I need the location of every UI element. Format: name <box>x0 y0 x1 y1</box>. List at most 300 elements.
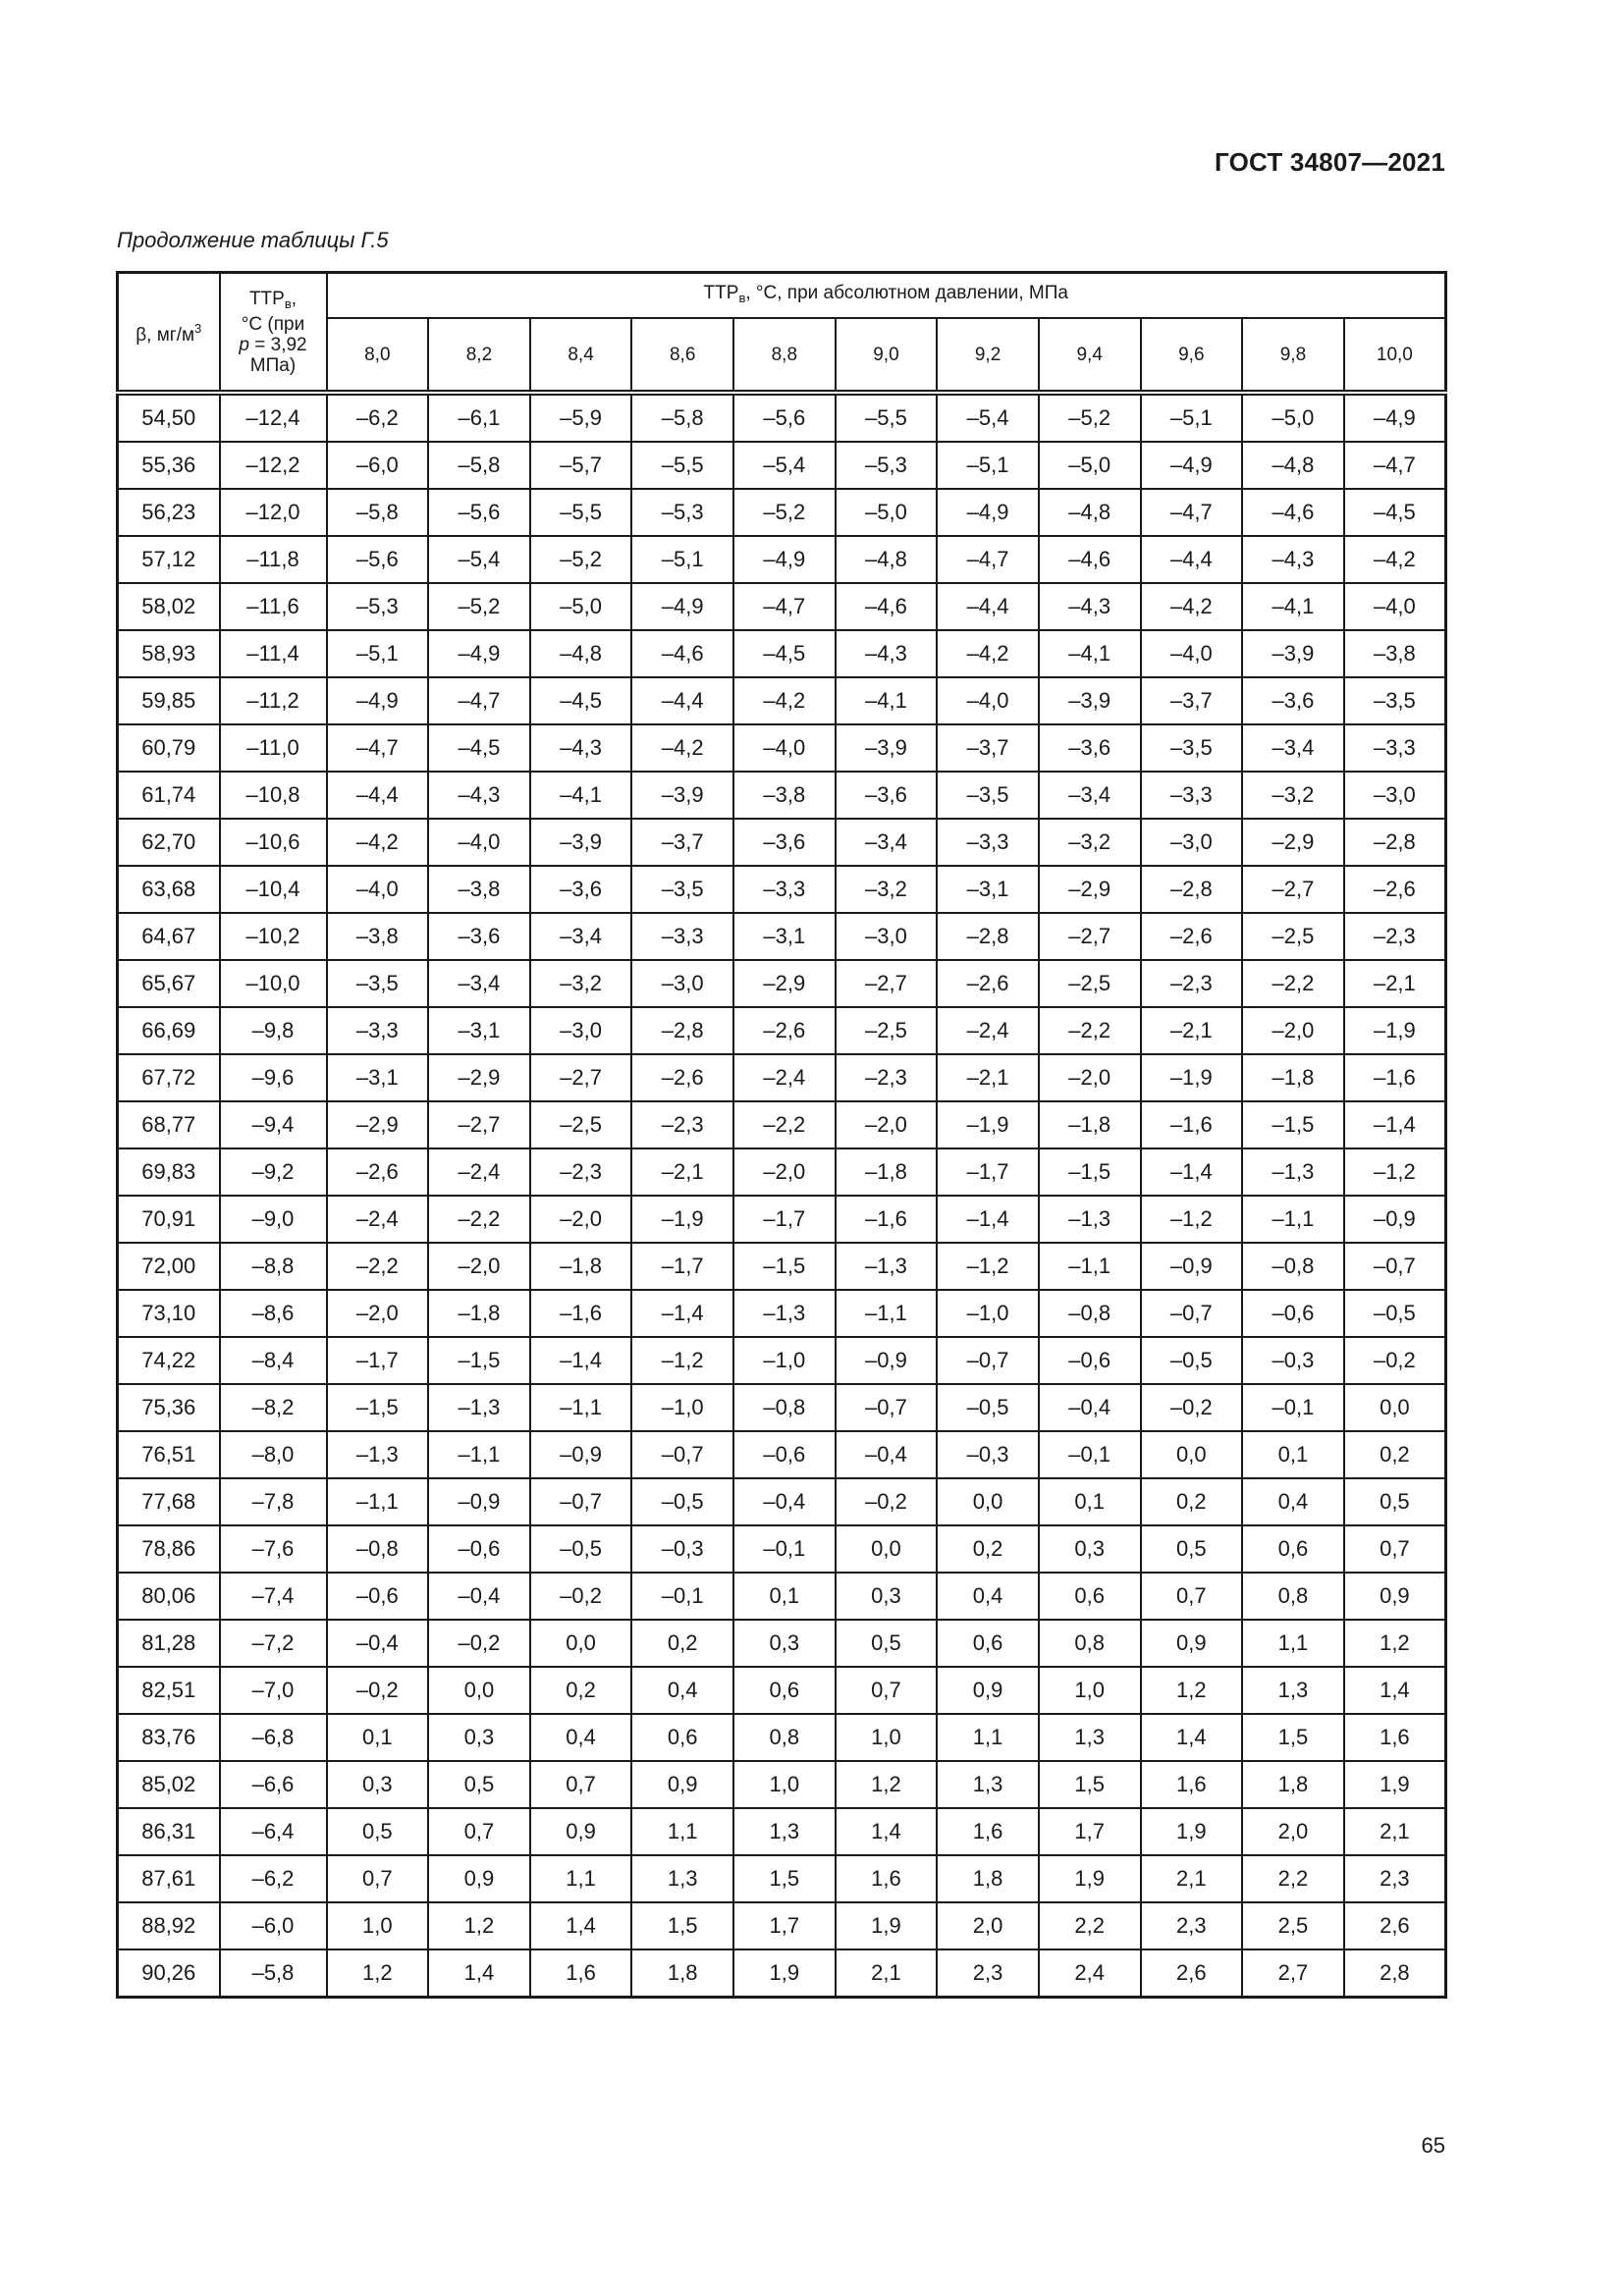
cell-beta: 87,61 <box>118 1855 220 1902</box>
cell-ttr-value: –2,0 <box>733 1148 836 1196</box>
cell-ttr-value: 1,5 <box>1242 1714 1344 1761</box>
table-row <box>118 1384 1446 1431</box>
cell-ttr-value: –1,3 <box>1039 1196 1141 1243</box>
cell-ttr-value: 1,4 <box>530 1902 632 1949</box>
cell-ttr-value: –0,8 <box>327 1525 429 1573</box>
cell-ttr-value: –1,5 <box>1242 1101 1344 1148</box>
cell-beta: 56,23 <box>118 489 220 536</box>
cell-ttr-value: –0,2 <box>530 1573 632 1620</box>
cell-ttr-392: –6,2 <box>220 1855 327 1902</box>
cell-ttr-value: 2,3 <box>1344 1855 1446 1902</box>
cell-ttr-value: –1,6 <box>836 1196 938 1243</box>
cell-ttr-value: –0,4 <box>428 1573 530 1620</box>
cell-ttr-value: –5,1 <box>631 536 733 583</box>
cell-beta: 64,67 <box>118 913 220 960</box>
table-body <box>118 393 1446 1998</box>
cell-ttr-value: –0,2 <box>1141 1384 1243 1431</box>
cell-ttr-value: 0,3 <box>1039 1525 1141 1573</box>
cell-ttr-value: 1,0 <box>836 1714 938 1761</box>
cell-ttr-value: 1,3 <box>937 1761 1039 1808</box>
cell-beta: 65,67 <box>118 960 220 1007</box>
cell-ttr-value: 0,1 <box>733 1573 836 1620</box>
cell-ttr-value: –4,3 <box>836 630 938 677</box>
cell-ttr-value: –0,1 <box>1242 1384 1344 1431</box>
table-row <box>118 1101 1446 1148</box>
cell-ttr-value: –1,7 <box>733 1196 836 1243</box>
cell-ttr-value: –1,1 <box>428 1431 530 1478</box>
cell-ttr-value: –3,9 <box>1039 677 1141 724</box>
header-pressure-cell: 8,6 <box>631 318 733 393</box>
cell-ttr-value: –2,3 <box>836 1054 938 1101</box>
cell-ttr-value: –1,3 <box>836 1243 938 1290</box>
cell-ttr-value: 0,7 <box>327 1855 429 1902</box>
cell-ttr-value: –1,0 <box>937 1290 1039 1337</box>
cell-ttr-value: 0,8 <box>1039 1620 1141 1667</box>
cell-ttr-value: –1,8 <box>1039 1101 1141 1148</box>
table-row <box>118 1902 1446 1949</box>
cell-ttr-392: –9,0 <box>220 1196 327 1243</box>
cell-ttr-value: –1,5 <box>327 1384 429 1431</box>
header-pressure-cell: 9,0 <box>836 318 938 393</box>
cell-ttr-value: –2,5 <box>1039 960 1141 1007</box>
cell-ttr-value: –4,5 <box>428 724 530 772</box>
cell-ttr-value: –5,6 <box>327 536 429 583</box>
cell-ttr-value: –4,2 <box>327 819 429 866</box>
cell-ttr-value: 1,1 <box>937 1714 1039 1761</box>
cell-ttr-value: –1,5 <box>428 1337 530 1384</box>
cell-ttr-value: –4,0 <box>733 724 836 772</box>
cell-ttr-392: –7,4 <box>220 1573 327 1620</box>
table-row <box>118 630 1446 677</box>
cell-beta: 58,93 <box>118 630 220 677</box>
cell-ttr-value: –2,9 <box>428 1054 530 1101</box>
table-header <box>118 273 1446 394</box>
cell-ttr-value: –3,3 <box>937 819 1039 866</box>
cell-ttr-value: –5,3 <box>631 489 733 536</box>
cell-ttr-value: –4,5 <box>733 630 836 677</box>
cell-ttr-value: –1,6 <box>530 1290 632 1337</box>
cell-ttr-value: 0,3 <box>327 1761 429 1808</box>
cell-beta: 72,00 <box>118 1243 220 1290</box>
cell-ttr-value: –1,3 <box>428 1384 530 1431</box>
cell-ttr-value: –3,0 <box>1344 772 1446 819</box>
cell-ttr-value: 0,9 <box>530 1808 632 1855</box>
cell-beta: 59,85 <box>118 677 220 724</box>
cell-beta: 55,36 <box>118 442 220 489</box>
header-pressure-cell: 9,4 <box>1039 318 1141 393</box>
cell-ttr-value: –4,7 <box>733 583 836 630</box>
cell-ttr-value: –1,9 <box>1141 1054 1243 1101</box>
cell-ttr-392: –7,2 <box>220 1620 327 1667</box>
cell-beta: 90,26 <box>118 1949 220 1998</box>
cell-ttr-value: 0,5 <box>836 1620 938 1667</box>
cell-beta: 63,68 <box>118 866 220 913</box>
cell-beta: 69,83 <box>118 1148 220 1196</box>
cell-ttr-value: –3,4 <box>836 819 938 866</box>
cell-ttr-value: –1,8 <box>836 1148 938 1196</box>
cell-ttr-392: –12,0 <box>220 489 327 536</box>
cell-ttr-value: 0,0 <box>937 1478 1039 1525</box>
cell-ttr-value: 0,9 <box>428 1855 530 1902</box>
cell-ttr-value: –0,9 <box>428 1478 530 1525</box>
cell-ttr-value: –4,8 <box>836 536 938 583</box>
cell-ttr-value: –2,6 <box>937 960 1039 1007</box>
cell-ttr-value: 0,6 <box>1242 1525 1344 1573</box>
cell-ttr-value: 1,0 <box>1039 1667 1141 1714</box>
cell-ttr-value: –1,2 <box>1141 1196 1243 1243</box>
cell-ttr-value: 1,9 <box>1141 1808 1243 1855</box>
header-pressure-cell: 9,2 <box>937 318 1039 393</box>
cell-ttr-value: –1,7 <box>327 1337 429 1384</box>
cell-ttr-value: –3,0 <box>530 1007 632 1054</box>
cell-ttr-392: –11,8 <box>220 536 327 583</box>
table-row <box>118 1667 1446 1714</box>
table-row <box>118 677 1446 724</box>
cell-ttr-value: 0,7 <box>428 1808 530 1855</box>
cell-beta: 88,92 <box>118 1902 220 1949</box>
header-pressure-cell: 8,4 <box>530 318 632 393</box>
cell-ttr-value: –0,4 <box>733 1478 836 1525</box>
cell-ttr-value: 0,7 <box>1141 1573 1243 1620</box>
cell-ttr-value: –0,8 <box>1242 1243 1344 1290</box>
cell-ttr-value: –4,3 <box>1039 583 1141 630</box>
cell-beta: 77,68 <box>118 1478 220 1525</box>
cell-ttr-value: 1,3 <box>631 1855 733 1902</box>
cell-ttr-value: –0,8 <box>733 1384 836 1431</box>
cell-ttr-value: 1,5 <box>1039 1761 1141 1808</box>
cell-ttr-value: –5,1 <box>937 442 1039 489</box>
cell-ttr-value: –2,8 <box>937 913 1039 960</box>
cell-ttr-value: –4,0 <box>428 819 530 866</box>
cell-ttr-392: –9,2 <box>220 1148 327 1196</box>
table-row <box>118 1290 1446 1337</box>
table-row <box>118 1337 1446 1384</box>
cell-ttr-value: 2,0 <box>1242 1808 1344 1855</box>
cell-ttr-value: –4,9 <box>631 583 733 630</box>
cell-ttr-value: 0,2 <box>631 1620 733 1667</box>
cell-ttr-value: 0,5 <box>327 1808 429 1855</box>
cell-ttr-value: –4,6 <box>836 583 938 630</box>
cell-ttr-value: 0,4 <box>1242 1478 1344 1525</box>
cell-ttr-value: –3,5 <box>1344 677 1446 724</box>
cell-ttr-value: 2,0 <box>937 1902 1039 1949</box>
table-row <box>118 913 1446 960</box>
cell-ttr-value: –2,2 <box>733 1101 836 1148</box>
cell-ttr-value: –4,9 <box>937 489 1039 536</box>
cell-ttr-value: 1,5 <box>631 1902 733 1949</box>
cell-ttr-value: –4,9 <box>327 677 429 724</box>
cell-ttr-value: 0,1 <box>1242 1431 1344 1478</box>
cell-ttr-value: –3,7 <box>937 724 1039 772</box>
cell-ttr-value: –3,2 <box>1039 819 1141 866</box>
cell-ttr-value: 2,2 <box>1242 1855 1344 1902</box>
header-pressure-cell: 9,8 <box>1242 318 1344 393</box>
cell-ttr-value: –1,1 <box>836 1290 938 1337</box>
cell-ttr-value: 1,6 <box>836 1855 938 1902</box>
cell-ttr-value: –3,6 <box>1039 724 1141 772</box>
cell-ttr-value: 0,5 <box>1141 1525 1243 1573</box>
cell-ttr-value: –2,5 <box>530 1101 632 1148</box>
cell-ttr-value: –2,0 <box>530 1196 632 1243</box>
cell-ttr-value: 1,9 <box>836 1902 938 1949</box>
cell-ttr-392: –6,8 <box>220 1714 327 1761</box>
cell-ttr-value: –5,5 <box>530 489 632 536</box>
cell-ttr-value: 2,5 <box>1242 1902 1344 1949</box>
table-row <box>118 1761 1446 1808</box>
cell-ttr-value: 1,2 <box>836 1761 938 1808</box>
cell-ttr-value: 1,2 <box>1344 1620 1446 1667</box>
cell-ttr-value: –4,2 <box>1141 583 1243 630</box>
cell-ttr-value: –5,0 <box>836 489 938 536</box>
cell-ttr-value: –4,3 <box>530 724 632 772</box>
cell-ttr-value: –4,4 <box>937 583 1039 630</box>
cell-ttr-value: –1,2 <box>937 1243 1039 1290</box>
cell-ttr-value: –4,7 <box>1344 442 1446 489</box>
cell-ttr-value: 1,1 <box>631 1808 733 1855</box>
cell-ttr-value: –2,0 <box>1242 1007 1344 1054</box>
table-row <box>118 1714 1446 1761</box>
table-row <box>118 1007 1446 1054</box>
cell-ttr-value: 0,9 <box>937 1667 1039 1714</box>
table-row <box>118 1243 1446 1290</box>
cell-beta: 58,02 <box>118 583 220 630</box>
cell-ttr-value: 1,4 <box>1141 1714 1243 1761</box>
cell-ttr-392: –9,6 <box>220 1054 327 1101</box>
cell-ttr-value: –1,4 <box>1141 1148 1243 1196</box>
cell-ttr-value: –4,2 <box>937 630 1039 677</box>
cell-ttr-value: –1,5 <box>733 1243 836 1290</box>
cell-ttr-value: –4,6 <box>1039 536 1141 583</box>
cell-ttr-value: 1,4 <box>428 1949 530 1998</box>
cell-ttr-value: –2,2 <box>1242 960 1344 1007</box>
cell-ttr-value: –5,4 <box>937 393 1039 442</box>
cell-ttr-value: 0,2 <box>530 1667 632 1714</box>
header-pressure-cell: 8,8 <box>733 318 836 393</box>
cell-ttr-value: –2,1 <box>937 1054 1039 1101</box>
cell-ttr-value: –3,5 <box>327 960 429 1007</box>
header-ttr-392: $ТТР_в$, °С (при p = 3,92 МПа) <box>220 273 327 394</box>
cell-ttr-value: –5,3 <box>836 442 938 489</box>
cell-ttr-value: 0,3 <box>428 1714 530 1761</box>
cell-ttr-value: –2,8 <box>1141 866 1243 913</box>
cell-ttr-value: –2,0 <box>1039 1054 1141 1101</box>
cell-ttr-value: –3,2 <box>530 960 632 1007</box>
cell-ttr-value: –1,4 <box>631 1290 733 1337</box>
cell-ttr-value: –3,9 <box>530 819 632 866</box>
cell-beta: 57,12 <box>118 536 220 583</box>
cell-beta: 73,10 <box>118 1290 220 1337</box>
cell-ttr-value: –4,9 <box>1344 393 1446 442</box>
cell-ttr-value: 1,6 <box>1344 1714 1446 1761</box>
cell-ttr-value: –2,5 <box>1242 913 1344 960</box>
cell-ttr-value: –1,8 <box>530 1243 632 1290</box>
cell-ttr-value: –6,0 <box>327 442 429 489</box>
cell-ttr-value: –3,8 <box>733 772 836 819</box>
cell-ttr-value: –0,4 <box>836 1431 938 1478</box>
table-row <box>118 1573 1446 1620</box>
cell-ttr-value: –4,5 <box>1344 489 1446 536</box>
cell-ttr-value: 0,4 <box>937 1573 1039 1620</box>
cell-ttr-value: –3,3 <box>327 1007 429 1054</box>
cell-ttr-value: 2,7 <box>1242 1949 1344 1998</box>
cell-ttr-value: 0,0 <box>1141 1431 1243 1478</box>
cell-ttr-value: –2,1 <box>1141 1007 1243 1054</box>
cell-ttr-value: 1,4 <box>1344 1667 1446 1714</box>
cell-ttr-value: 0,7 <box>530 1761 632 1808</box>
cell-ttr-value: –4,1 <box>836 677 938 724</box>
cell-ttr-value: –5,8 <box>327 489 429 536</box>
cell-ttr-value: –1,8 <box>1242 1054 1344 1101</box>
cell-ttr-value: –2,0 <box>428 1243 530 1290</box>
cell-ttr-392: –11,4 <box>220 630 327 677</box>
cell-ttr-392: –10,0 <box>220 960 327 1007</box>
cell-ttr-value: –0,7 <box>530 1478 632 1525</box>
cell-ttr-value: –0,6 <box>1242 1290 1344 1337</box>
cell-ttr-392: –8,6 <box>220 1290 327 1337</box>
cell-ttr-value: –3,3 <box>1344 724 1446 772</box>
cell-ttr-value: –5,4 <box>428 536 530 583</box>
header-pressure-cell: 8,0 <box>327 318 429 393</box>
cell-ttr-value: 0,6 <box>1039 1573 1141 1620</box>
cell-ttr-value: –0,4 <box>1039 1384 1141 1431</box>
cell-beta: 60,79 <box>118 724 220 772</box>
cell-beta: 80,06 <box>118 1573 220 1620</box>
cell-ttr-value: –5,0 <box>1242 393 1344 442</box>
table-row <box>118 866 1446 913</box>
cell-ttr-392: –8,2 <box>220 1384 327 1431</box>
cell-ttr-value: 0,2 <box>1141 1478 1243 1525</box>
cell-ttr-value: –0,7 <box>937 1337 1039 1384</box>
cell-ttr-value: –5,6 <box>428 489 530 536</box>
table-row <box>118 1620 1446 1667</box>
cell-ttr-value: 0,6 <box>937 1620 1039 1667</box>
cell-ttr-value: 2,1 <box>836 1949 938 1998</box>
table-row <box>118 489 1446 536</box>
data-table <box>116 271 1447 1999</box>
cell-ttr-value: –0,1 <box>1039 1431 1141 1478</box>
cell-ttr-value: –2,9 <box>1039 866 1141 913</box>
cell-ttr-value: 0,9 <box>1344 1573 1446 1620</box>
cell-ttr-value: –2,6 <box>1344 866 1446 913</box>
cell-ttr-value: –1,0 <box>631 1384 733 1431</box>
table-row <box>118 583 1446 630</box>
cell-ttr-value: –0,7 <box>631 1431 733 1478</box>
cell-beta: 70,91 <box>118 1196 220 1243</box>
cell-ttr-value: –5,3 <box>327 583 429 630</box>
header-pressure-cell: 8,2 <box>428 318 530 393</box>
cell-ttr-value: 0,0 <box>1344 1384 1446 1431</box>
cell-ttr-value: –1,2 <box>1344 1148 1446 1196</box>
cell-ttr-value: –3,6 <box>530 866 632 913</box>
cell-ttr-392: –7,8 <box>220 1478 327 1525</box>
cell-ttr-value: –1,4 <box>937 1196 1039 1243</box>
cell-ttr-value: –0,5 <box>1141 1337 1243 1384</box>
cell-ttr-value: 0,0 <box>836 1525 938 1573</box>
cell-ttr-value: –1,6 <box>1141 1101 1243 1148</box>
table-row <box>118 1808 1446 1855</box>
cell-ttr-value: 1,6 <box>1141 1761 1243 1808</box>
cell-ttr-value: –2,7 <box>1242 866 1344 913</box>
cell-ttr-value: –2,7 <box>836 960 938 1007</box>
cell-ttr-value: –4,4 <box>327 772 429 819</box>
cell-ttr-value: –2,2 <box>428 1196 530 1243</box>
cell-ttr-value: –5,7 <box>530 442 632 489</box>
cell-beta: 67,72 <box>118 1054 220 1101</box>
cell-ttr-value: –1,3 <box>327 1431 429 1478</box>
cell-ttr-value: –6,2 <box>327 393 429 442</box>
cell-ttr-392: –11,2 <box>220 677 327 724</box>
cell-ttr-value: 0,4 <box>530 1714 632 1761</box>
cell-ttr-value: –4,2 <box>1344 536 1446 583</box>
table-row <box>118 536 1446 583</box>
cell-ttr-value: –4,0 <box>937 677 1039 724</box>
cell-ttr-value: –4,1 <box>1039 630 1141 677</box>
cell-ttr-value: 1,1 <box>1242 1620 1344 1667</box>
cell-ttr-value: –4,8 <box>1039 489 1141 536</box>
cell-ttr-value: –2,6 <box>327 1148 429 1196</box>
cell-ttr-value: –2,6 <box>1141 913 1243 960</box>
cell-ttr-value: –1,1 <box>530 1384 632 1431</box>
cell-ttr-value: –3,9 <box>836 724 938 772</box>
cell-ttr-value: –2,7 <box>530 1054 632 1101</box>
cell-ttr-392: –8,0 <box>220 1431 327 1478</box>
cell-ttr-value: 0,8 <box>1242 1573 1344 1620</box>
cell-ttr-392: –9,8 <box>220 1007 327 1054</box>
cell-ttr-value: 1,2 <box>327 1949 429 1998</box>
cell-ttr-value: –2,4 <box>428 1148 530 1196</box>
cell-ttr-value: 0,5 <box>1344 1478 1446 1525</box>
cell-ttr-value: 1,8 <box>937 1855 1039 1902</box>
cell-ttr-392: –6,4 <box>220 1808 327 1855</box>
cell-ttr-value: –4,4 <box>631 677 733 724</box>
cell-ttr-value: 0,1 <box>1039 1478 1141 1525</box>
cell-ttr-value: –2,3 <box>631 1101 733 1148</box>
cell-ttr-392: –10,6 <box>220 819 327 866</box>
cell-ttr-value: –5,2 <box>530 536 632 583</box>
cell-ttr-value: 0,5 <box>428 1761 530 1808</box>
cell-ttr-value: –3,5 <box>1141 724 1243 772</box>
cell-ttr-value: –4,2 <box>631 724 733 772</box>
cell-ttr-value: –2,8 <box>1344 819 1446 866</box>
cell-ttr-value: –0,2 <box>428 1620 530 1667</box>
cell-ttr-value: –3,2 <box>1242 772 1344 819</box>
table-row <box>118 1855 1446 1902</box>
cell-ttr-value: –4,4 <box>1141 536 1243 583</box>
cell-ttr-value: –4,8 <box>1242 442 1344 489</box>
cell-ttr-value: –0,2 <box>836 1478 938 1525</box>
header-beta: β, $мг/м^3$ <box>118 273 220 394</box>
cell-ttr-value: –2,9 <box>1242 819 1344 866</box>
cell-ttr-value: 0,6 <box>733 1667 836 1714</box>
cell-ttr-value: –1,9 <box>631 1196 733 1243</box>
cell-ttr-value: –2,4 <box>733 1054 836 1101</box>
cell-ttr-value: 1,7 <box>733 1902 836 1949</box>
cell-ttr-value: 0,7 <box>836 1667 938 1714</box>
cell-ttr-value: 2,2 <box>1039 1902 1141 1949</box>
cell-ttr-value: –5,0 <box>530 583 632 630</box>
cell-ttr-value: 0,7 <box>1344 1525 1446 1573</box>
cell-ttr-value: –0,6 <box>1039 1337 1141 1384</box>
cell-ttr-value: 1,9 <box>1344 1761 1446 1808</box>
cell-ttr-value: –4,6 <box>631 630 733 677</box>
cell-ttr-value: –3,1 <box>733 913 836 960</box>
cell-ttr-value: –3,9 <box>631 772 733 819</box>
cell-ttr-value: –3,6 <box>733 819 836 866</box>
cell-ttr-value: 0,2 <box>1344 1431 1446 1478</box>
cell-ttr-value: –4,0 <box>1344 583 1446 630</box>
table-row <box>118 1478 1446 1525</box>
cell-ttr-392: –10,2 <box>220 913 327 960</box>
